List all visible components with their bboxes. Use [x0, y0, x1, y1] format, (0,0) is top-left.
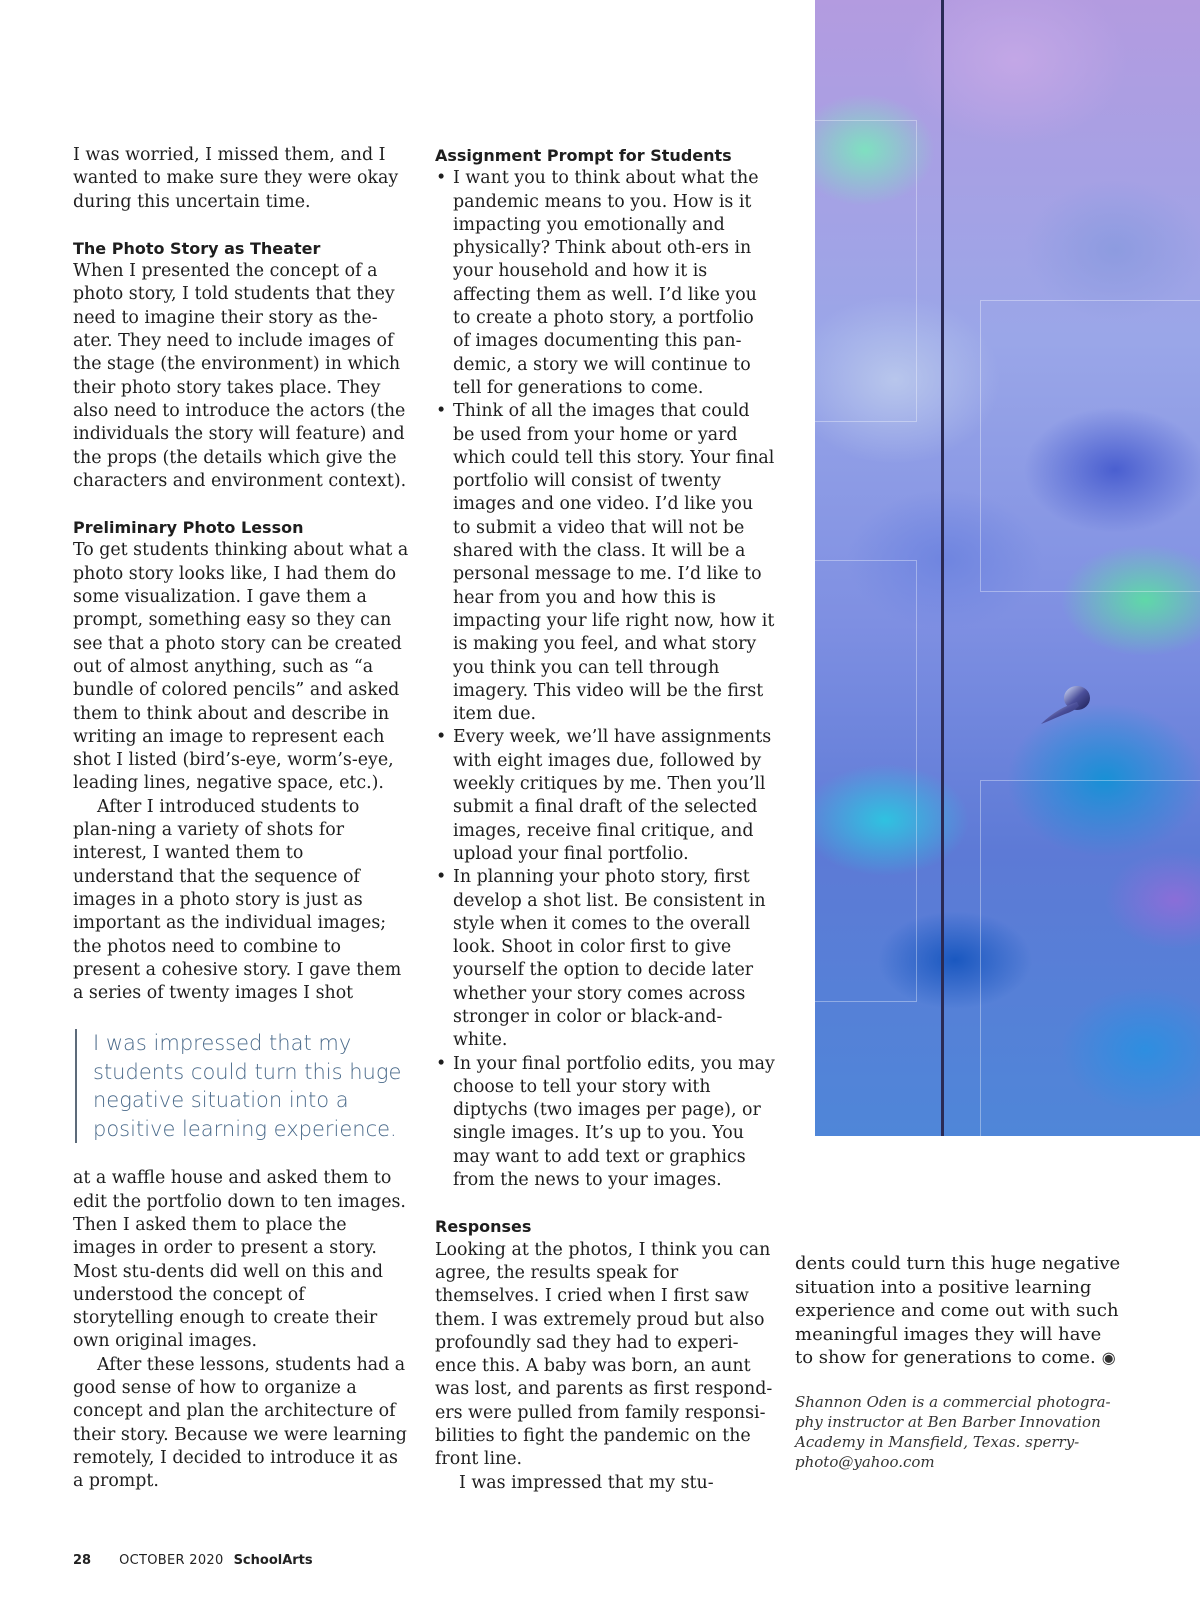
door-panel: [815, 120, 917, 422]
section-heading-theater: The Photo Story as Theater: [73, 238, 321, 258]
issue-date: OCTOBER 2020: [119, 1553, 224, 1568]
preliminary-paragraph-2: After I introduced students to plan-ning a variety of shots for interest, I wanted them to understand that the sequence of images in a photo story is just as important as the individual images; the photos need to combine to present a cohesive story. I gave them a series of twenty images I shot: [73, 796, 402, 1004]
preliminary-paragraph-4: After these lessons, students had a good sense of how to organize a concept and plan the architecture of their story. Because we were learning remotely, I decided to introduce it as a prompt.: [73, 1354, 407, 1492]
page-footer: [73, 1553, 313, 1568]
column-2: [435, 144, 775, 1495]
door-panel: [815, 560, 917, 1002]
list-item: • Think of all the images that could be used from your home or yard which could tell this story. Your final portfolio will consist of twenty images and one video. I’d like you to submit a video that will not be shared with the class. It will be a personal message to me. I’d like to hear from you and how this is impacting your life right now, how it is making you feel, and what story you think you can tell through imagery. This video will be the first item due.: [435, 400, 775, 726]
preliminary-paragraph-1: To get students thinking about what a photo story looks like, I had them do some visualization. I gave them a prompt, something easy so they can see that a photo story can be created out of almost anything, such as “a bundle of colored pencils” and asked them to think about and describe in writing an image to represent each shot I listed (bird’s-eye, worm’s-eye, leading lines, negative space, etc.).: [73, 540, 409, 794]
page-number: 28: [73, 1553, 92, 1568]
section-heading-responses: Responses: [435, 1217, 532, 1237]
end-mark-icon: ◉: [1101, 1348, 1116, 1368]
door-handle-icon: [1035, 682, 1095, 732]
list-item: • In planning your photo story, first develop a shot list. Be consistent in style when it comes to the overall look. Shoot in color first to give yourself the option to decide later whether your story comes across stronger in color or black-and-white.: [435, 866, 775, 1052]
list-item: • I want you to think about what the pandemic means to you. How is it impacting you emotionally and physically? Think about oth-ers in your household and how it is affecting them as well. I’d like you to create a photo story, a portfolio of images documenting this pan-demic, a story we will continue to tell for generations to come.: [435, 167, 775, 400]
preliminary-paragraph-3: at a waffle house and asked them to edit the portfolio down to ten images. Then I asked them to place the images in order to present a story. Most stu-dents did well on this and understood the concept of storytelling enough to create their own original images.: [73, 1168, 406, 1352]
door-photo: [815, 0, 1200, 1136]
list-item: • In your final portfolio edits, you may choose to tell your story with diptychs (two images per page), or single images. It’s up to you. You may want to add text or graphics from the news to your images.: [435, 1053, 775, 1193]
door-seam: [941, 0, 944, 1136]
pull-quote: I was impressed that my students could turn this huge negative situation into a positive learning experience.: [75, 1029, 409, 1143]
intro-paragraph: I was worried, I missed them, and I wanted to make sure they were okay during this uncertain time.: [73, 145, 399, 212]
door-panel: [980, 300, 1200, 592]
magazine-name: SchoolArts: [233, 1553, 313, 1568]
assignment-list: [435, 167, 775, 1192]
list-item: • Every week, we’ll have assignments with eight images due, followed by weekly critiques by me. Then you’ll submit a final draft of the selected images, receive final critique, and upload your final portfolio.: [435, 726, 775, 866]
responses-paragraph-1: Looking at the photos, I think you can agree, the results speak for themselves. I cried when I first saw them. I was extremely proud but also profoundly sad they had to experi-ence this. A baby was born, an aunt was lost, and parents as first respond-ers were pulled from family responsi-bilities to fight the pandemic on the front line.: [435, 1239, 773, 1470]
theater-paragraph: When I presented the concept of a photo story, I told students that they need to imagine their story as the-ater. They need to include images of the stage (the environment) in which their photo story takes place. They also need to introduce the actors (the individuals the story will feature) and the props (the details which give the characters and environment context).: [73, 261, 407, 491]
section-heading-preliminary: Preliminary Photo Lesson: [73, 518, 304, 538]
section-heading-prompt: Assignment Prompt for Students: [435, 146, 732, 165]
closing-paragraph: [795, 1252, 1125, 1370]
author-bio: Shannon Oden is a commercial photogra-phy instructor at Ben Barber Innovation Academy in Mansfield, Texas. sperry-photo@yahoo.com: [795, 1392, 1111, 1471]
responses-paragraph-2: I was impressed that my stu-: [459, 1472, 714, 1493]
closing-text: dents could turn this huge negative situation into a positive learning experience and come out with such meaningful images they will have to show for generations to come.: [795, 1253, 1121, 1369]
column-3: [795, 1252, 1125, 1472]
door-panel: [980, 780, 1200, 1136]
column-1: [73, 144, 409, 1494]
